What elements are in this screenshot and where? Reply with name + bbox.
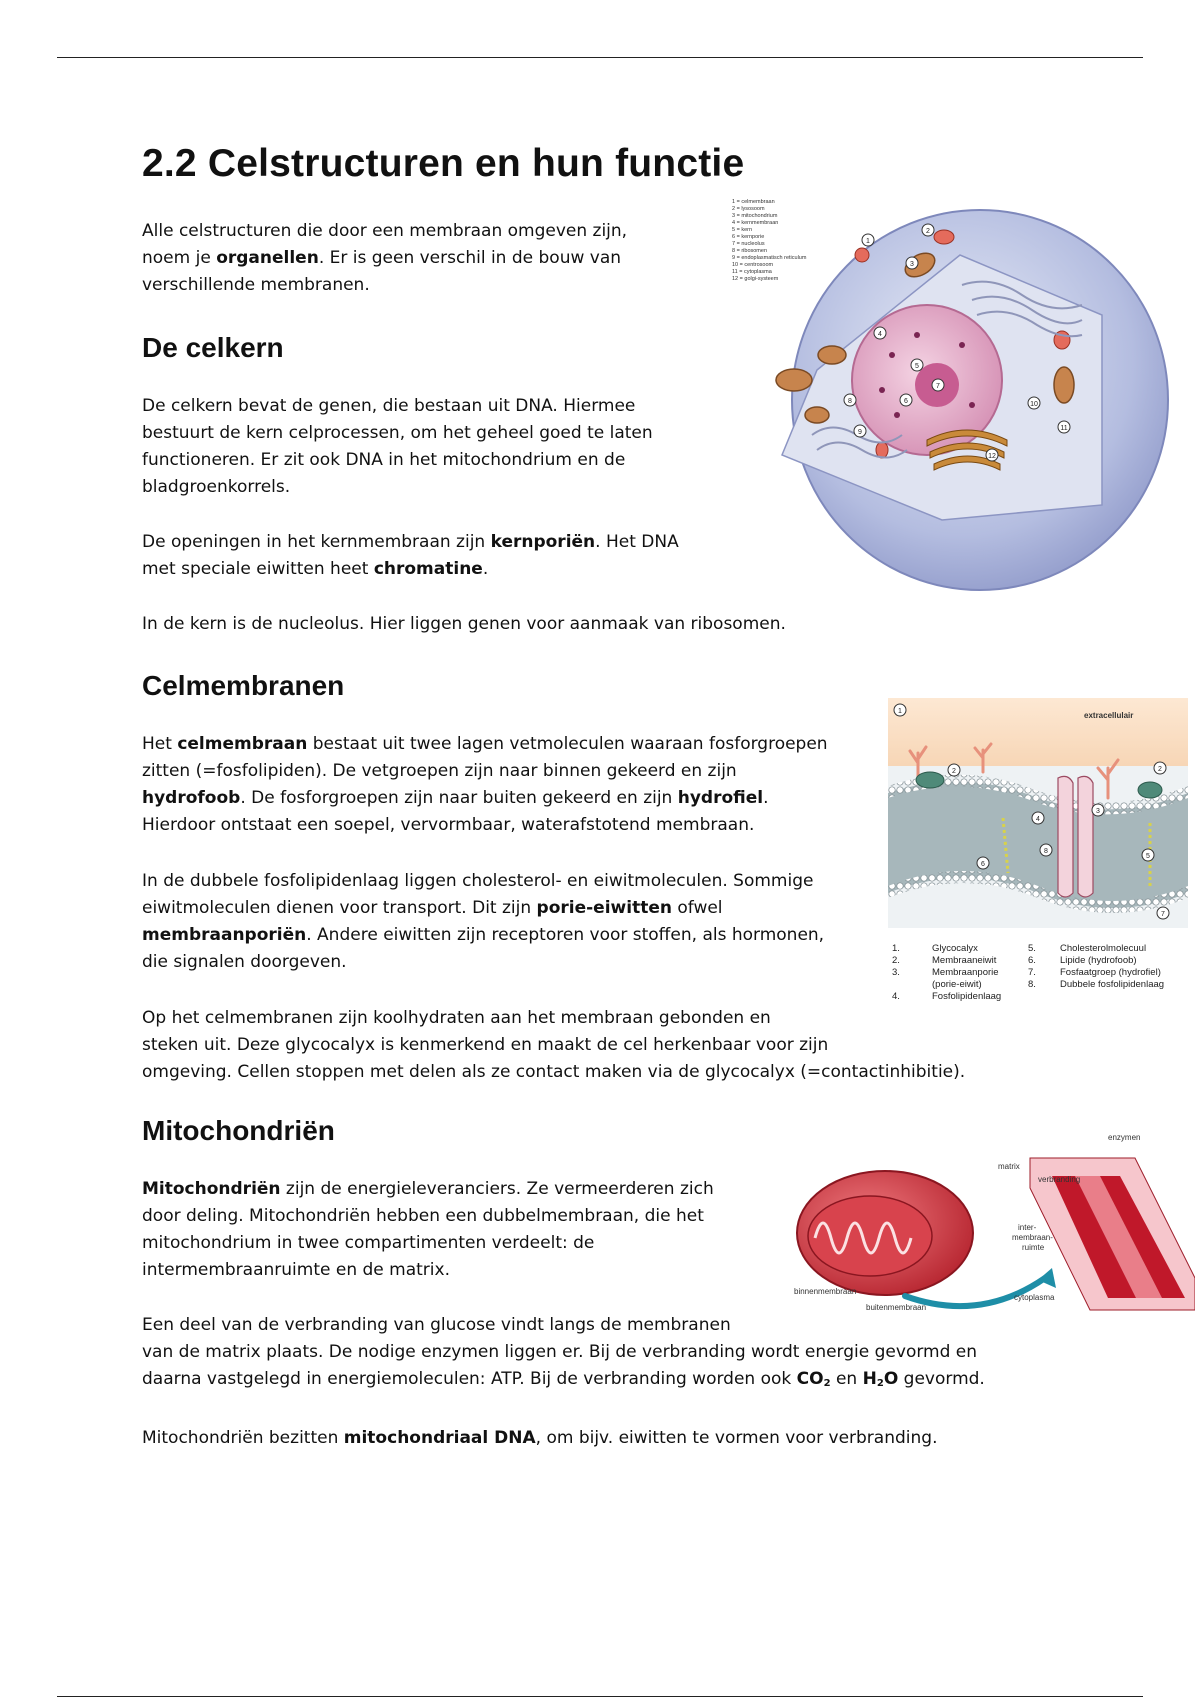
text: zitten (=fosfolipiden). De vetgroepen zijn naar binnen gekeerd en zijn [142, 761, 737, 781]
subscript: 2 [823, 1378, 831, 1389]
bottom-rule [57, 1696, 1143, 1697]
legend-item: Fosfolipidenlaag [932, 991, 1002, 1002]
legend-item: 11 = cytoplasma [732, 269, 772, 275]
legend-item: 8 = ribosomen [732, 248, 768, 254]
text: intermembraanruimte en de matrix. [142, 1260, 450, 1280]
marker: 10 [1030, 401, 1038, 408]
legend-item: Dubbele fosfolipidenlaag [1060, 979, 1165, 990]
marker: 7 [936, 383, 940, 390]
legend-item: 1 = celmembraan [732, 199, 775, 205]
label-verbranding: verbranding [1038, 1175, 1081, 1184]
legend-number: 1. [892, 943, 900, 954]
legend-item: Cholesterolmolecuul [1060, 943, 1147, 954]
text: Op het celmembranen zijn koolhydraten aan het membraan gebonden en [142, 1008, 771, 1028]
text: functioneren. Er zit ook DNA in het mitochondrium en de [142, 450, 626, 470]
text: verschillende membranen. [142, 275, 370, 295]
marker: 4 [878, 331, 882, 338]
text: door deling. Mitochondriën hebben een dubbelmembraan, die het [142, 1206, 704, 1226]
text: en [830, 1369, 863, 1389]
legend-item: 9 = endoplasmatisch reticulum [732, 255, 807, 261]
text: ofwel [671, 898, 723, 918]
intro-paragraph [142, 218, 627, 299]
marker: 2 [952, 768, 956, 775]
text: bestaat uit twee lagen vetmoleculen waaraan fosforgroepen [307, 734, 828, 754]
mitochondrion-diagram [790, 1128, 1195, 1318]
marker: 12 [988, 453, 996, 460]
term-mitochondrien: Mitochondriën [142, 1179, 281, 1199]
marker: 2 [1158, 766, 1162, 773]
celmembranen-paragraph-1 [142, 731, 828, 839]
marker: 5 [1146, 853, 1150, 860]
marker: 7 [1161, 911, 1165, 918]
marker: 6 [981, 861, 985, 868]
cell-diagram [722, 195, 1172, 595]
term-celmembraan: celmembraan [177, 734, 308, 754]
term-porie-eiwitten: porie-eiwitten [536, 898, 672, 918]
text: In de dubbele fosfolipidenlaag liggen cholesterol- en eiwitmoleculen. Sommige [142, 871, 814, 891]
text: , om bijv. eiwitten te vormen voor verbranding. [535, 1428, 938, 1448]
label-matrix: matrix [998, 1162, 1020, 1171]
text: . Er is geen verschil in de bouw van [318, 248, 622, 268]
text: De celkern bevat de genen, die bestaan uit DNA. Hiermee [142, 396, 636, 416]
label-binnenmembraan: binnenmembraan [794, 1287, 857, 1296]
extracellular-label: extracellulair [1084, 711, 1134, 720]
legend-number: 6. [1028, 955, 1036, 966]
text: Het [142, 734, 178, 754]
legend-item: 7 = nucleolus [732, 241, 765, 247]
text: gevormd. [898, 1369, 985, 1389]
text: eiwitmoleculen dienen voor transport. Dit zijn [142, 898, 537, 918]
label-intermembraan: ruimte [1022, 1243, 1045, 1252]
label-enzymen: enzymen [1108, 1133, 1141, 1142]
legend-item: (porie-eiwit) [932, 979, 982, 990]
label-intermembraan: membraan- [1012, 1233, 1053, 1242]
text: . Het DNA [595, 532, 679, 552]
heading-celmembranen: Celmembranen [142, 670, 345, 701]
text: CO [796, 1369, 824, 1389]
legend-number: 7. [1028, 967, 1036, 978]
heading-celkern: De celkern [142, 332, 284, 363]
marker: 3 [1096, 808, 1100, 815]
formula-h2o [863, 1369, 899, 1389]
text: omgeving. Cellen stoppen met delen als ze contact maken via de glycocalyx (=contactinhibitie). [142, 1062, 966, 1082]
legend-item: 10 = centrosoom [732, 262, 774, 268]
page-title: 2.2 Celstructuren en hun functie [142, 142, 745, 185]
text: De openingen in het kernmembraan zijn [142, 532, 491, 552]
legend-item: 6 = kernporie [732, 234, 765, 240]
text: H [862, 1369, 877, 1389]
label-buitenmembraan: buitenmembraan [866, 1303, 927, 1312]
legend-item: 4 = kernmembraan [732, 220, 779, 226]
legend-item: 5 = kern [732, 227, 753, 233]
text: O [883, 1369, 899, 1389]
marker: 4 [1036, 816, 1040, 823]
text: . De fosforgroepen zijn naar buiten gekeerd en zijn [240, 788, 678, 808]
heading-mitochondrien: Mitochondriën [142, 1115, 335, 1146]
membrane-legend [892, 943, 1192, 1013]
text: Een deel van de verbranding van glucose vindt langs de membranen [142, 1315, 731, 1335]
legend-item: 12 = golgi-systeem [732, 276, 779, 282]
term-hydrofoob: hydrofoob [142, 788, 241, 808]
marker: 2 [926, 228, 930, 235]
text: Hierdoor ontstaat een soepel, vervormbaar, waterafstotend membraan. [142, 815, 755, 835]
term-chromatine: chromatine [373, 559, 483, 579]
marker: 1 [866, 238, 870, 245]
text: Mitochondriën bezitten [142, 1428, 344, 1448]
text: . Andere eiwitten zijn receptoren voor stoffen, als hormonen, [306, 925, 825, 945]
term-organellen: organellen [216, 248, 319, 268]
celkern-paragraph-2 [142, 529, 679, 583]
text: met speciale eiwitten heet [142, 559, 374, 579]
formula-co2 [797, 1369, 831, 1389]
marker: 3 [910, 261, 914, 268]
legend-number: 2. [892, 955, 900, 966]
text: Alle celstructuren die door een membraan omgeven zijn, [142, 221, 628, 241]
text: zijn de energieleveranciers. Ze vermeerderen zich [280, 1179, 714, 1199]
cell-legend [732, 199, 807, 282]
celkern-paragraph-3: In de kern is de nucleolus. Hier liggen genen voor aanmaak van ribosomen. [142, 614, 786, 634]
mitochondrion-shape [797, 1171, 973, 1295]
legend-item: Glycocalyx [932, 943, 978, 954]
celkern-paragraph-1 [142, 393, 653, 501]
text: bladgroenkorrels. [142, 477, 291, 497]
marker: 1 [898, 708, 902, 715]
marker: 5 [915, 363, 919, 370]
mitochondrien-paragraph-1 [142, 1176, 714, 1284]
term-membraanporien: membraanporiën [142, 925, 307, 945]
legend-item: Membraanporie [932, 967, 999, 978]
text: mitochondrium in twee compartimenten verdeelt: de [142, 1233, 595, 1253]
legend-item: 3 = mitochondrium [732, 213, 778, 219]
label-intermembraan: inter- [1018, 1223, 1037, 1232]
marker: 9 [858, 429, 862, 436]
legend-number: 5. [1028, 943, 1036, 954]
text: noem je [142, 248, 217, 268]
marker: 11 [1060, 425, 1068, 432]
legend-item: Membraaneiwit [932, 955, 997, 966]
subscript: 2 [876, 1378, 884, 1389]
text: steken uit. Deze glycocalyx is kenmerkend en maakt de cel herkenbaar voor zijn [142, 1035, 829, 1055]
legend-number: 4. [892, 991, 900, 1002]
text: . [763, 788, 769, 808]
top-rule [57, 57, 1143, 58]
extracellular-area [888, 698, 1188, 766]
legend-item: Fosfaatgroep (hydrofiel) [1060, 967, 1161, 978]
membrane-diagram [888, 698, 1188, 938]
legend-number: 3. [892, 967, 900, 978]
mitochondrien-paragraph-2 [142, 1312, 985, 1397]
text: bestuurt de kern celprocessen, om het geheel goed te laten [142, 423, 653, 443]
marker: 8 [1044, 848, 1048, 855]
mitochondrien-paragraph-3 [142, 1425, 937, 1452]
legend-number: 8. [1028, 979, 1036, 990]
celmembranen-paragraph-2 [142, 868, 824, 976]
marker: 8 [848, 398, 852, 405]
term-mitochondriaal-dna: mitochondriaal DNA [343, 1428, 536, 1448]
text: . [482, 559, 489, 579]
legend-item: 2 = lysosoom [732, 206, 765, 212]
text: daarna vastgelegd in energiemoleculen: ATP. Bij de verbranding worden ook [142, 1369, 797, 1389]
text: van de matrix plaats. De nodige enzymen liggen er. Bij de verbranding wordt energie gevormd en [142, 1342, 978, 1362]
text: die signalen doorgeven. [142, 952, 347, 972]
celmembranen-paragraph-3 [142, 1005, 965, 1086]
term-kernporien: kernporiën [490, 532, 596, 552]
legend-item: Lipide (hydrofoob) [1060, 955, 1137, 966]
label-cytoplasma: cytoplasma [1014, 1293, 1055, 1302]
marker: 6 [904, 398, 908, 405]
term-hydrofiel: hydrofiel [677, 788, 764, 808]
